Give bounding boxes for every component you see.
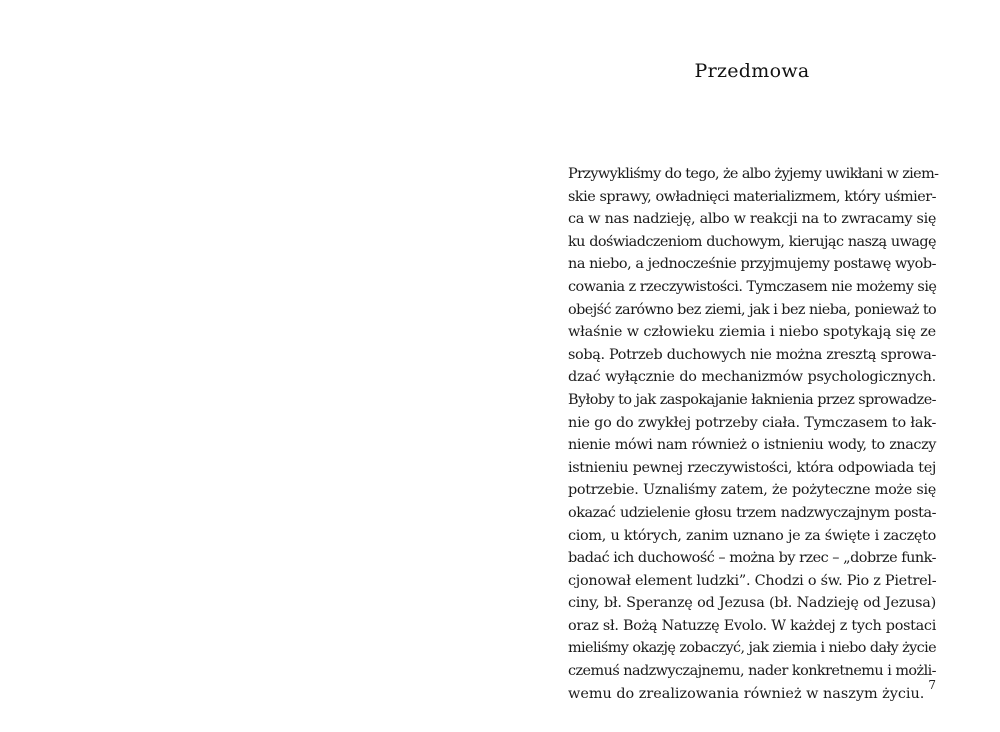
text-line: nienie mówi nam również o istnieniu wody, to znaczy: [568, 437, 936, 454]
text-line: ku doświadczeniom duchowym, kierując naszą uwagę: [568, 233, 936, 250]
text-line: czemuś nadzwyczajnemu, nader konkretnemu i możli-: [568, 663, 936, 680]
text-line: obejść zarówno bez ziemi, jak i bez nieba, ponieważ to: [568, 301, 937, 318]
text-line: właśnie w człowieku ziemia i niebo spotykają się ze: [568, 324, 936, 341]
text-line: dzać wyłącznie do mechanizmów psychologicznych.: [568, 369, 936, 386]
text-line: skie sprawy, owładnięci materializmem, który uśmier-: [568, 188, 936, 205]
text-line: na niebo, a jednocześnie przyjmujemy postawę wyob-: [568, 256, 936, 273]
text-line: Byłoby to jak zaspokajanie łaknienia przez sprowadze-: [568, 391, 936, 408]
text-line: oraz sł. Bożą Natuzzę Evolo. W każdej z tych postaci: [568, 617, 936, 634]
page-number: 7: [928, 678, 936, 692]
text-line: nie go do zwykłej potrzeby ciała. Tymczasem to łak-: [568, 414, 937, 431]
body-paragraph: [568, 163, 939, 705]
text-line: wemu do zrealizowania również w naszym życiu.: [568, 685, 925, 702]
text-line: sobą. Potrzeb duchowych nie można zresztą sprowa-: [568, 346, 936, 363]
text-line: ciny, bł. Speranzę od Jezusa (bł. Nadzieję od Jezusa): [568, 595, 936, 612]
text-line: okazać udzielenie głosu trzem nadzwyczajnym posta-: [568, 504, 936, 521]
text-line: ca w nas nadzieję, albo w reakcji na to zwracamy się: [568, 211, 936, 228]
text-line: ciom, u których, zanim uznano je za święte i zaczęto: [568, 527, 936, 544]
text-line: cjonował element ludzki”. Chodzi o św. Pio z Pietrel-: [568, 572, 937, 589]
text-line: badać ich duchowość – można by rzec – „dobrze funk-: [568, 550, 936, 567]
text-line: Przywykliśmy do tego, że albo żyjemy uwikłani w ziem-: [568, 166, 939, 182]
text-line: mieliśmy okazję zobaczyć, jak ziemia i niebo dały życie: [568, 640, 936, 657]
text-line: potrzebie. Uznaliśmy zatem, że pożyteczne może się: [568, 482, 936, 499]
text-line: istnieniu pewnej rzeczywistości, która odpowiada tej: [568, 459, 936, 476]
text-line: cowania z rzeczywistości. Tymczasem nie możemy się: [568, 278, 937, 295]
chapter-title: Przedmowa: [694, 60, 810, 82]
